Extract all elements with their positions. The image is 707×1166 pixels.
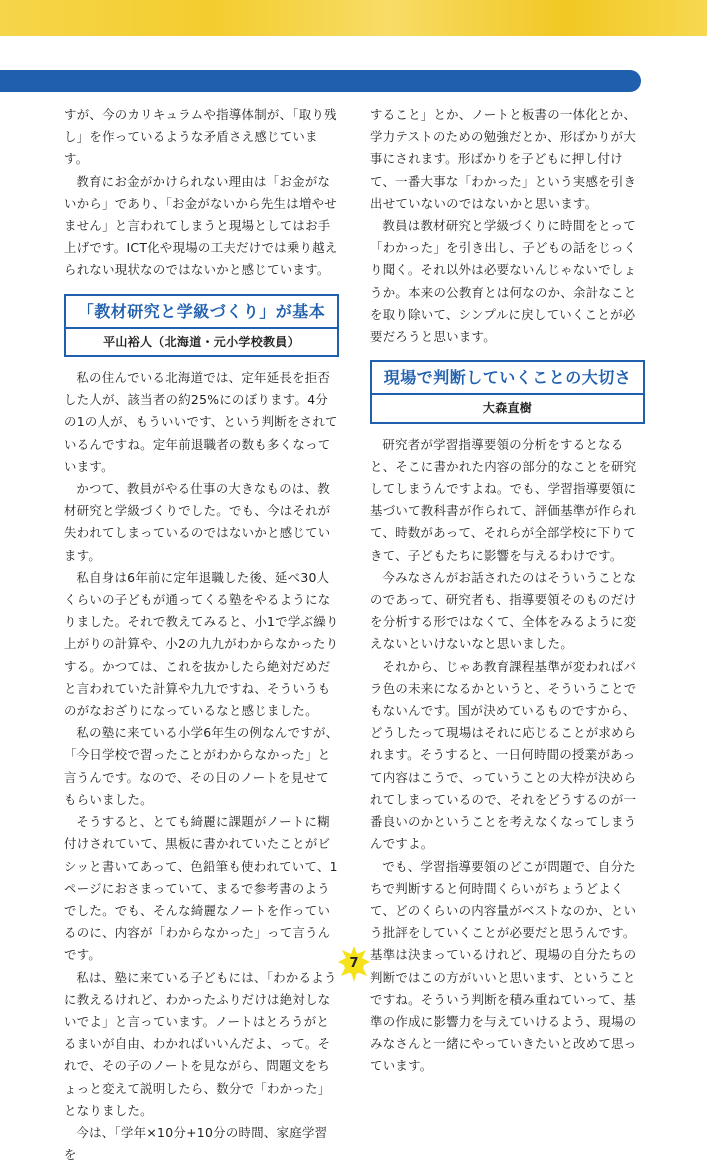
paragraph: でも、学習指導要領のどこが問題で、自分たちで判断すると何時間くらいがちょうどよくて、どのくらいの内容量がベストなのか、という批評をしていくことが必要だと思うんです。基準は決まっているけれど、現場の自分たちの判断ではこの方がいいと思います、ということですね。そういう判断を積み重ねていって、基準の作成に影響力を与えていけるよう、現場のみなさんと一緒にやっていきたいと改めて思っています。 xyxy=(370,858,637,1074)
section-title: 現場で判断していくことの大切さ xyxy=(383,368,632,388)
section-title: 「教材研究と学級づくり」が基本 xyxy=(77,301,326,321)
section-heading-box xyxy=(64,294,339,357)
paragraph: すること」とか、ノートと板書の一体化とか、学力テストのための勉強だとか、形ばかりが大事にされます。形ばかりを子どもに押し付けて、一番大事な「わかった」という実感を引き出せていないのではないかと思います。 xyxy=(370,107,637,211)
section-author: 平山裕人（北海道・元小学校教員） xyxy=(66,327,337,355)
top-decorative-band xyxy=(0,0,707,36)
paragraph: そうすると、とても綺麗に課題がノートに糊付けされていて、黒板に書かれていたことがビシッと書いてあって、色鉛筆も使われていて、1ページにおさまっていて、まるで参考書のようでした。でも、そんな綺麗なノートを作っているのに、内容が「わからなかった」って言うんです。 xyxy=(64,814,338,963)
paragraph: 私の塾に来ている小学6年生の例なんですが、「今日学校で習ったことがわからなかった」と言うんです。なので、その日のノートを見せてもらいました。 xyxy=(64,725,339,807)
section-author: 大森直樹 xyxy=(372,393,643,421)
paragraph: 教員は教材研究と学級づくりに時間をとって「わかった」を引き出し、子どもの話をじっくり聞く。それ以外は必要ないんじゃないでしょうか。本来の公教育とは何なのか、余計なことを取り除いて、シンプルに戻していくことが必要だろうと思います。 xyxy=(370,218,637,345)
paragraph: 研究者が学習指導要領の分析をするとなると、そこに書かれた内容の部分的なことを研究してしまうんですよね。でも、学習指導要領に基づいて教科書が作られて、評価基準が作られて、時数があって、それらが全部学校に下りてきて、子どもたちに影響を与えるわけです。 xyxy=(370,436,637,563)
right-column xyxy=(370,104,645,1078)
page-number-badge xyxy=(336,944,372,984)
paragraph: 教育にお金がかけられない理由は「お金がないから」であり、「お金がないから先生は増やせません」と言われてしまうと現場としてはお手上げです。ICT化や現場の工夫だけでは乗り越えられない現状なのではないかと感じています。 xyxy=(64,173,338,278)
left-column xyxy=(64,104,339,1166)
section-heading-box xyxy=(370,360,645,423)
paragraph: それから、じゃあ教育課程基準が変わればバラ色の未来になるかというと、そういうことでもないんです。国が決めているものですから、どうしたって現場はそれに応じることが求められます。そうすると、一日何時間の授業があって内容はこうで、っていうことの大枠が決められてしまっているので、それをどうするのが一番良いのかということを考えなくなってしまうんですよ。 xyxy=(370,658,637,852)
paragraph: 今は、「学年×10分+10分の時間、家庭学習を xyxy=(64,1124,328,1163)
paragraph: 今みなさんがお話されたのはそういうことなのであって、研究者も、指導要領そのものだけを分析する形ではなくて、全体をみるように変えないといけないなと思いました。 xyxy=(370,569,637,652)
paragraph: 私は、塾に来ている子どもには、「わかるように教えるけれど、わかったふりだけは絶対しないでよ」と言っています。ノートはとろうがとるまいが自由、わかればいいんだよ、って。それで、その子のノートを見ながら、問題文をちょっと変えて説明したら、数分で「わかった」となりました。 xyxy=(64,969,337,1118)
paragraph: すが、今のカリキュラムや指導体制が、「取り残し」を作っているような矛盾さえ感じています。 xyxy=(64,107,337,167)
paragraph: 私の住んでいる北海道では、定年延長を拒否した人が、該当者の約25%にのぼります。4分の1の人が、もういいです、という判断をされているんですね。定年前退職者の数も多くなっています。 xyxy=(64,370,338,474)
paragraph: かつて、教員がやる仕事の大きなものは、教材研究と学級づくりでした。でも、今はそれが失われてしまっているのではないかと感じています。 xyxy=(64,481,331,563)
header-accent-bar xyxy=(0,70,641,92)
paragraph: 私自身は6年前に定年退職した後、延べ30人くらいの子どもが通ってくる塾をやるようになりました。それで教えてみると、小1で学ぶ繰り上がりの計算や、小2の九九がわからなかったりする。かつては、これを抜かしたら絶対だめだと言われていた計算や九九ですね、そういうものがなおざりになっているなと感じました。 xyxy=(64,569,339,719)
page-number: 7 xyxy=(349,956,359,971)
